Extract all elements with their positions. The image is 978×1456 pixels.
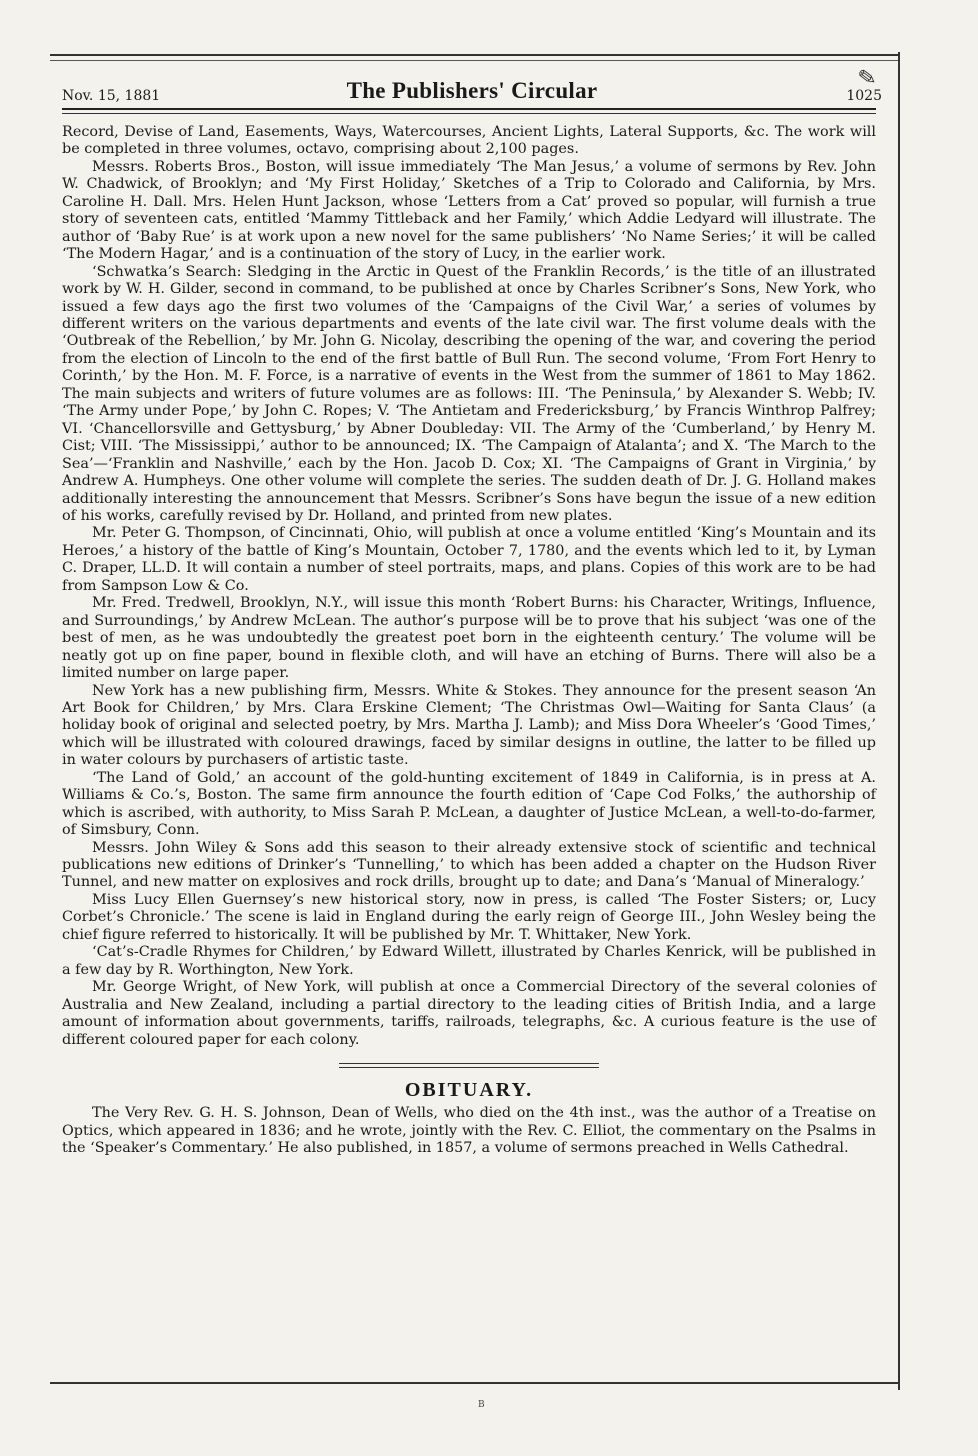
paragraph: Messrs. Roberts Bros., Boston, will issue immediately ‘The Man Jesus,’ a volume of sermons by Rev. John W. Chadwick, of Brooklyn; and ‘My First Holiday,’ Sketches of a Trip to Colorado and California, by Mrs. Caroline H. Dall. Mrs. Helen Hunt Jackson, whose ‘Letters from a Cat’ proved so popular, will furnish a true story of seventeen cats, entitled ‘Mammy Tittleback and her Family,’ which Addie Ledyard will illustrate. The author of ‘Baby Rue’ is at work upon a new novel for the same publishers’ ‘No Name Series;’ it will be called ‘The Modern Hagar,’ and is a continuation of the story of Lucy, in the earlier work. bbox=[62, 158, 876, 263]
paragraph: ‘Cat’s-Cradle Rhymes for Children,’ by Edward Willett, illustrated by Charles Kenrick, will be published in a few day by R. Worthington, New York. bbox=[62, 944, 876, 978]
paragraph: Mr. Fred. Tredwell, Brooklyn, N.Y., will issue this month ‘Robert Burns: his Character, Writings, Influence, and Surroundings,’ by Andrew McLean. The author’s purpose will be to prove that his subject ‘was one of the best of men, as he was undoubtedly the greatest poet born in the eighteenth century.’ The volume will be neatly got up on fine paper, bound in flexible cloth, and will have an etching of Burns. There will also be a limited number on large paper. bbox=[62, 595, 876, 682]
section-divider-thin bbox=[339, 1067, 599, 1068]
bottom-rule bbox=[50, 1382, 898, 1384]
obituary-paragraph: The Very Rev. G. H. S. Johnson, Dean of Wells, who died on the 4th inst., was the author of a Treatise on Optics, which appeared in 1836; and he wrote, jointly with the Rev. C. Elliot, the commentary on the Psalms in the ‘Speaker’s Commentary.’ He also published, in 1857, a volume of sermons preached in Wells Cathedral. bbox=[62, 1105, 876, 1157]
page-number: 1025 bbox=[846, 88, 882, 104]
signature-mark: B bbox=[478, 1400, 485, 1410]
paragraph: Mr. George Wright, of New York, will publish at once a Commercial Directory of the several colonies of Australia and New Zealand, including a partial directory to the leading cities of British India, and a large amount of information about governments, tariffs, railroads, telegraphs, &c. A curious feature is the use of different coloured paper for each colony. bbox=[62, 979, 876, 1048]
paragraph: ‘Schwatka’s Search: Sledging in the Arctic in Quest of the Franklin Records,’ is the title of an illustrated work by W. H. Gilder, second in command, to be published at once by Charles Scribner’s Sons, New York, who issued a few days ago the first two volumes of the ‘Campaigns of the Civil War,’ a series of volumes by different writers on the various departments and events of the late civil war. The first volume deals with the ‘Outbreak of the Rebellion,’ by Mr. John G. Nicolay, describing the opening of the war, and covering the period from the election of Lincoln to the end of the first battle of Bull Run. The second volume, ‘From Fort Henry to Corinth,’ by the Hon. M. F. Force, is a narrative of events in the West from the summer of 1861 to May 1862. The main subjects and writers of future volumes are as follows: III. ‘The Peninsula,’ by Alexander S. Webb; IV. ‘The Army under Pope,’ by John C. Ropes; V. ‘The Antietam and Fredericksburg,’ by Francis Winthrop Palfrey; VI. ‘Chancellorsville and Gettysburg,’ by Abner Doubleday: VII. The Army of the ‘Cumberland,’ by Henry M. Cist; VIII. ‘The Mississippi,’ author to be announced; IX. ‘The Campaign of Atalanta’; and X. ‘The March to the Sea’—‘Franklin and Nashville,’ each by the Hon. Jacob D. Cox; XI. ‘The Campaigns of Grant in Virginia,’ by Andrew A. Humpheys. One other volume will complete the series. The sudden death of Dr. J. G. Holland makes additionally interesting the announcement that Messrs. Scribner’s Sons have begun the issue of a new edition of his works, carefully revised by Dr. Holland, and printed from new plates. bbox=[62, 263, 876, 524]
paragraph: Miss Lucy Ellen Guernsey’s new historical story, now in press, is called ‘The Foster Sisters; or, Lucy Corbet’s Chronicle.’ The scene is laid in England during the early reign of George III., John Wesley being the chief figure referred to historically. It will be published by Mr. T. Whittaker, New York. bbox=[62, 891, 876, 943]
paragraph: Messrs. John Wiley & Sons add this season to their already extensive stock of scientific and technical publications new editions of Drinker’s ‘Tunnelling,’ to which has been added a chapter on the Hudson River Tunnel, and new matter on explosives and rock drills, brought up to date; and Dana’s ‘Manual of Mineralogy.’ bbox=[62, 839, 876, 891]
obituary-heading: OBITUARY. bbox=[404, 1079, 534, 1102]
paragraph: ‘The Land of Gold,’ an account of the gold-hunting excitement of 1849 in California, is in press at A. Williams & Co.’s, Boston. The same firm announce the fourth edition of ‘Cape Cod Folks,’ the authorship of which is ascribed, with authority, to Miss Sarah P. McLean, a daughter of Justice McLean, a well-to-do-farmer, of Simsbury, Conn. bbox=[62, 769, 876, 839]
header-rule-thin bbox=[62, 113, 876, 114]
paragraph: New York has a new publishing firm, Messrs. White & Stokes. They announce for the present season ‘An Art Book for Children,’ by Mrs. Clara Erskine Clement; ‘The Christmas Owl—Waiting for Santa Claus’ (a holiday book of original and selected poetry, by Mrs. Martha J. Lamb); and Miss Dora Wheeler’s ‘Good Times,’ which will be illustrated with coloured drawings, faced by similar designs in outline, the latter to be filled up in water colours by purchasers of artistic taste. bbox=[62, 682, 876, 769]
section-divider bbox=[339, 1063, 599, 1064]
article-body bbox=[62, 124, 876, 1158]
journal-title: The Publishers' Circular bbox=[346, 78, 598, 103]
corner-mark-icon: ✎ bbox=[856, 64, 879, 93]
issue-date: Nov. 15, 1881 bbox=[62, 88, 161, 104]
paragraph: Mr. Peter G. Thompson, of Cincinnati, Ohio, will publish at once a volume entitled ‘King’s Mountain and its Heroes,’ a history of the battle of King’s Mountain, October 7, 1780, and the events which led to it, by Lyman C. Draper, LL.D. It will contain a number of steel portraits, maps, and plans. Copies of this work are to be had from Sampson Low & Co. bbox=[62, 525, 876, 594]
header-rule bbox=[62, 108, 876, 110]
paragraph: Record, Devise of Land, Easements, Ways, Watercourses, Ancient Lights, Lateral Supports, &c. The work will be completed in three volumes, octavo, comprising about 2,100 pages. bbox=[62, 124, 876, 158]
running-header bbox=[62, 68, 882, 104]
